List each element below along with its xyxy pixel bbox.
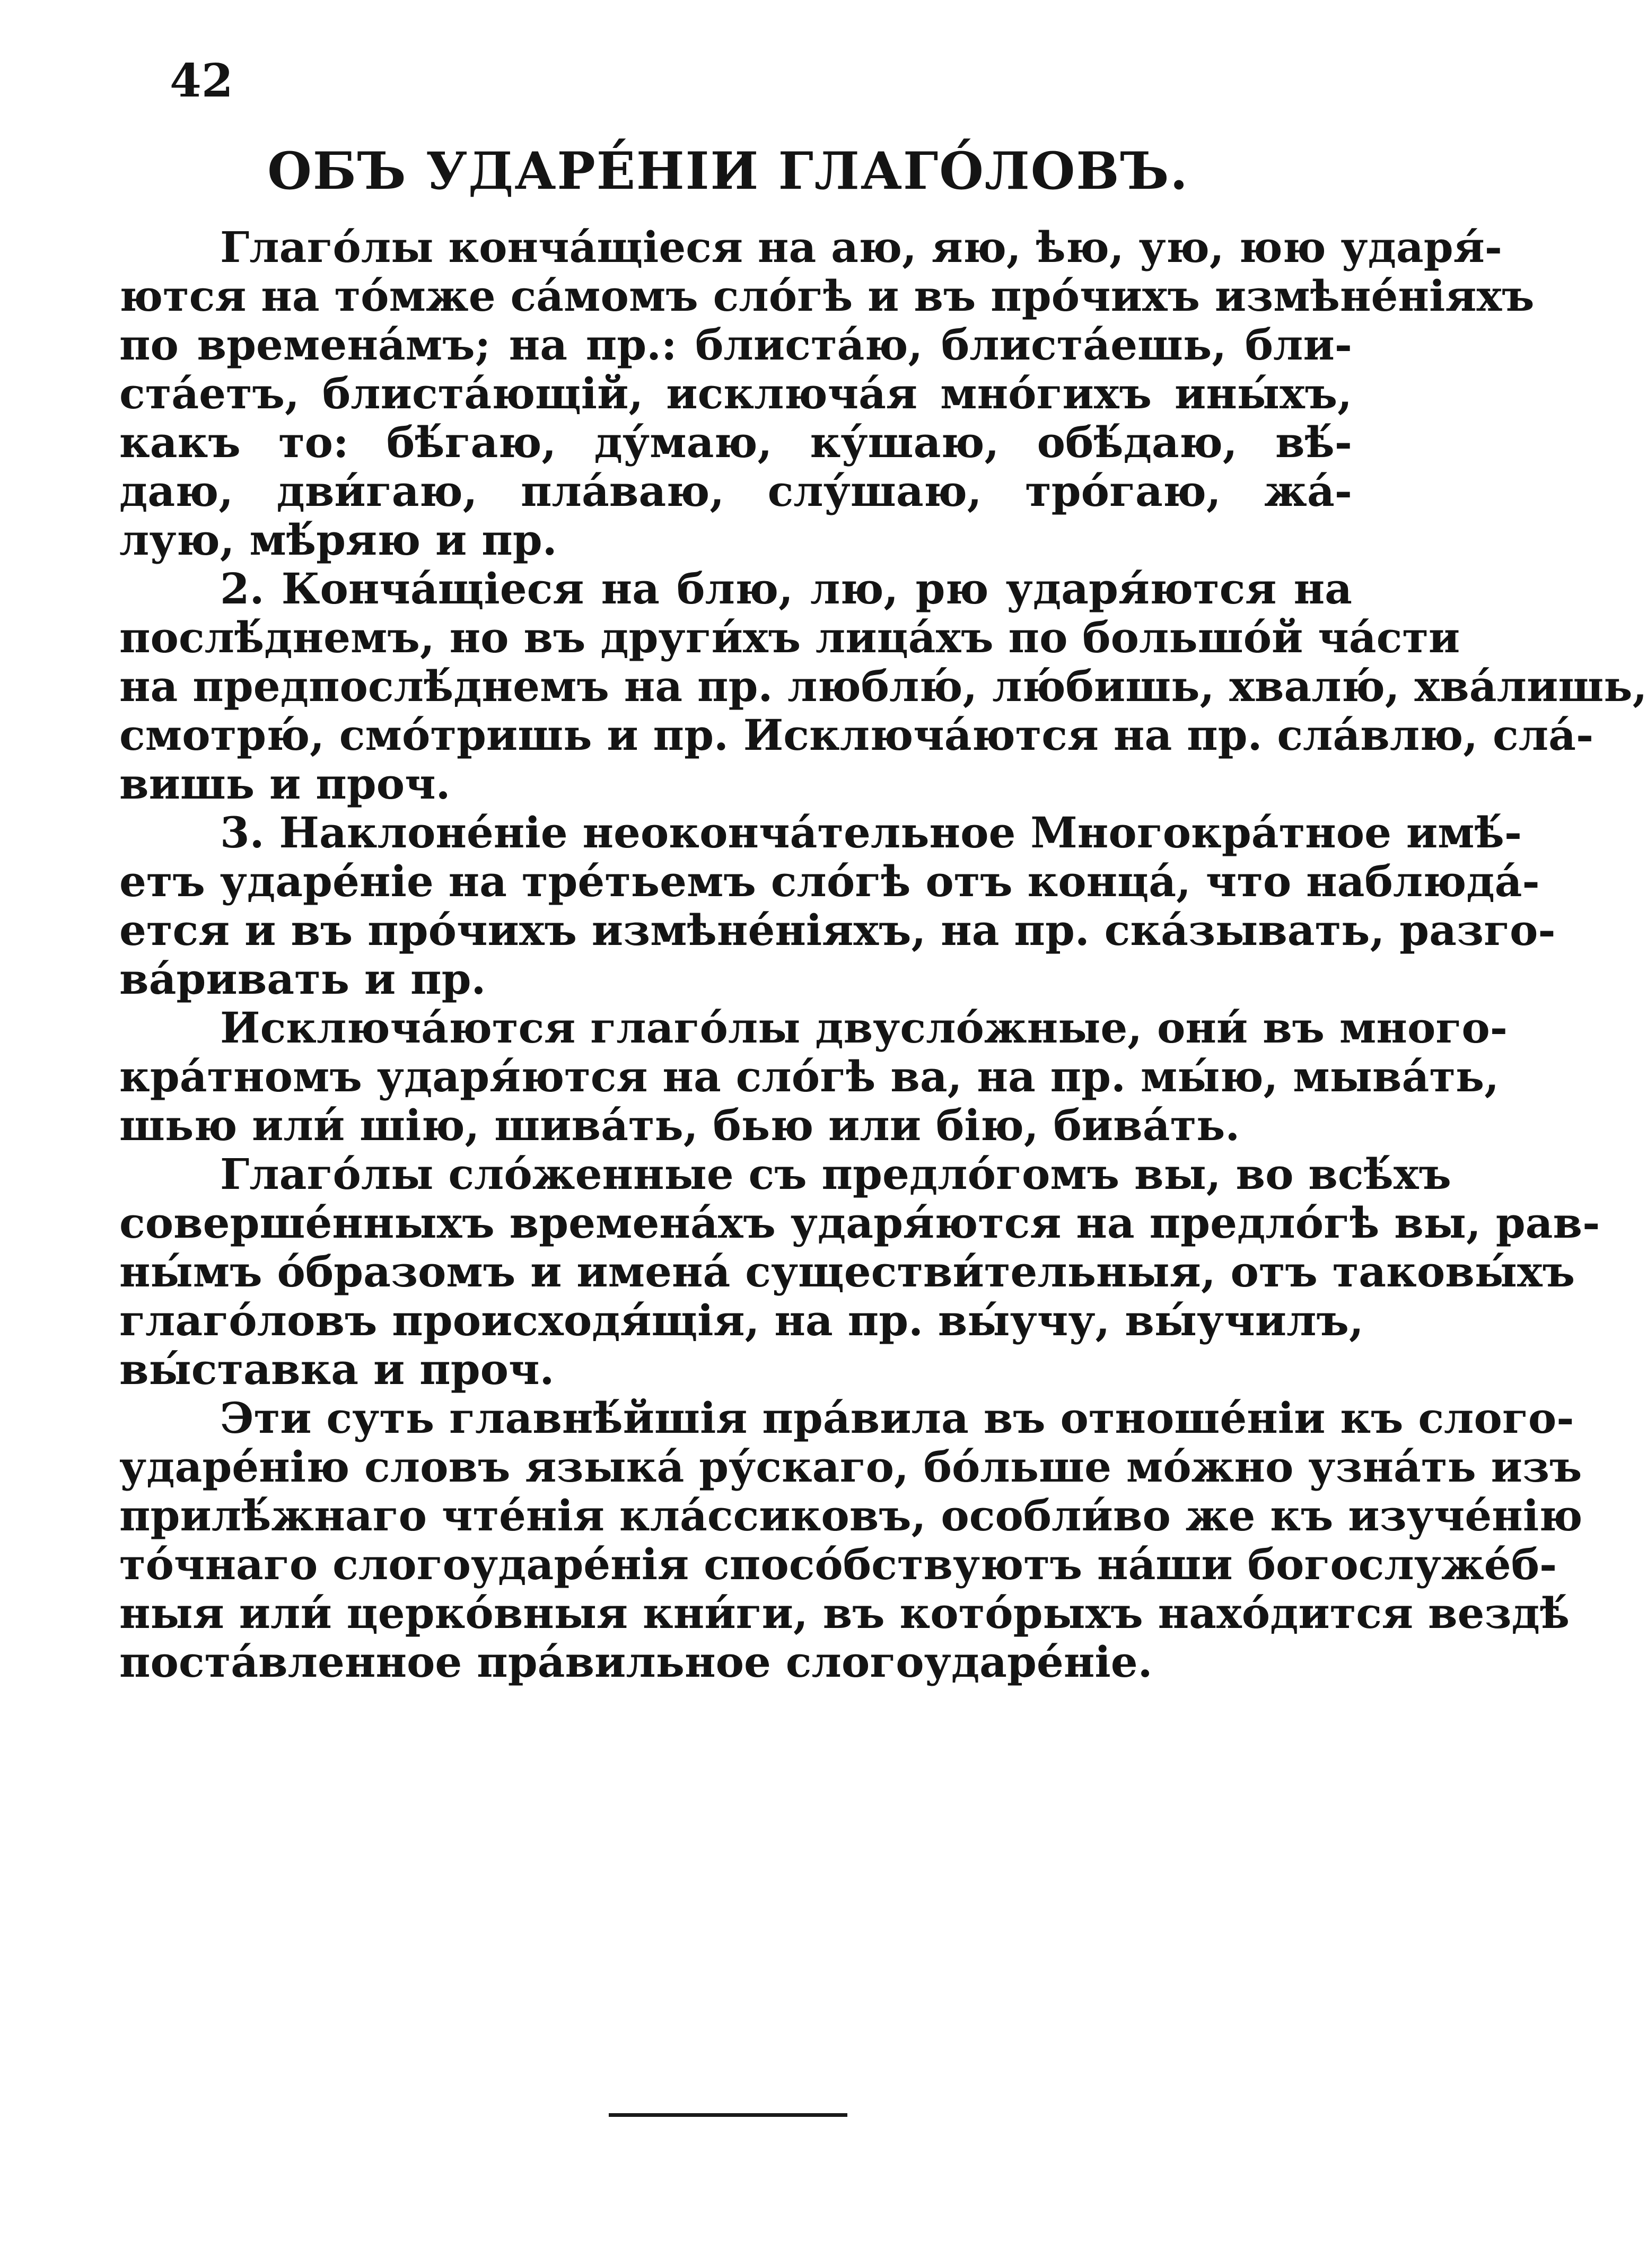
text-line: Эти суть главнѣ́йшія пра́вила въ отноше́ніи къ слого- bbox=[220, 1393, 1574, 1443]
text-line: соверше́нныхъ времена́хъ ударя́ются на предло́гѣ вы, рав- bbox=[119, 1198, 1600, 1248]
paragraph-4 bbox=[119, 1003, 1508, 1150]
paragraph-2 bbox=[119, 564, 1647, 809]
text-line: 3. Наклоне́ніе неоконча́тельное Многокра́тное имѣ́- bbox=[220, 808, 1522, 857]
text-line: ны́мъ о́бразомъ и имена́ существи́тельныя, отъ таковы́хъ bbox=[119, 1247, 1575, 1297]
text-line: глаго́ловъ происходя́щія, на пр. вы́учу, вы́училъ, bbox=[119, 1295, 1364, 1345]
paragraph-3 bbox=[119, 808, 1556, 1004]
text-line: ва́ривать и пр. bbox=[119, 954, 486, 1004]
text-line: ныя или́ церко́вныя кни́ги, въ кото́рыхъ нахо́дится вездѣ́ bbox=[119, 1588, 1570, 1638]
text-line: послѣ́днемъ, но въ други́хъ лица́хъ по большо́й ча́сти bbox=[119, 612, 1460, 662]
text-body bbox=[119, 222, 1647, 1687]
text-line: вишь и проч. bbox=[119, 759, 451, 809]
text-line: какъ то: бѣ́гаю, ду́маю, ку́шаю, обѣ́даю, вѣ́- bbox=[119, 417, 1352, 467]
paragraph-6 bbox=[119, 1393, 1583, 1687]
text-line: ются на то́мже са́момъ сло́гѣ и въ про́чихъ измѣне́ніяхъ bbox=[119, 271, 1535, 321]
chapter-heading: ОБЪ УДАРЕ́НІИ ГЛАГО́ЛОВЪ. bbox=[267, 141, 1189, 201]
text-line: даю, дви́гаю, пла́ваю, слу́шаю, тро́гаю, жа́- bbox=[119, 466, 1352, 516]
text-line: смотрю́, смо́тришь и пр. Исключа́ются на пр. сла́влю, сла́- bbox=[119, 710, 1594, 760]
text-line: Глаго́лы конча́щіеся на аю, яю, ѣю, ую, юю ударя́- bbox=[220, 222, 1503, 272]
text-line: ударе́нію словъ языка́ ру́скаго, бо́льше мо́жно узна́ть изъ bbox=[119, 1442, 1582, 1492]
text-line: по времена́мъ; на пр.: блиста́ю, блиста́ешь, бли- bbox=[119, 320, 1352, 370]
paragraph-5 bbox=[119, 1149, 1600, 1394]
text-line: то́чнаго слогоударе́нія спосо́бствуютъ на́ши богослуже́б- bbox=[119, 1539, 1557, 1589]
text-line: поста́вленное пра́вильное слогоударе́ніе. bbox=[119, 1637, 1153, 1687]
text-line: Глаго́лы сло́женные съ предло́гомъ вы, во всѣ́хъ bbox=[220, 1149, 1451, 1199]
closing-rule bbox=[609, 2113, 847, 2117]
page-number: 42 bbox=[170, 54, 233, 108]
text-line: кра́тномъ ударя́ются на сло́гѣ ва, на пр. мы́ю, мыва́ть, bbox=[119, 1052, 1500, 1101]
paragraph-1 bbox=[119, 222, 1535, 565]
text-line: ется и въ про́чихъ измѣне́ніяхъ, на пр. ска́зывать, разго- bbox=[119, 905, 1556, 955]
text-line: ста́етъ, блиста́ющій, исключа́я мно́гихъ ины́хъ, bbox=[119, 369, 1352, 418]
text-line: шью или́ шію, шива́ть, бью или бію, бива́ть. bbox=[119, 1100, 1240, 1150]
text-line: на предпослѣ́днемъ на пр. люблю́, лю́бишь, хвалю́, хва́лишь, bbox=[119, 661, 1647, 711]
text-line: прилѣ́жнаго чте́нія кла́ссиковъ, особли́во же къ изуче́нію bbox=[119, 1491, 1583, 1540]
text-line: лую, мѣ́ряю и пр. bbox=[119, 515, 557, 565]
text-line: етъ ударе́ніе на тре́тьемъ сло́гѣ отъ конца́, что наблюда́- bbox=[119, 856, 1540, 906]
text-line: Исключа́ются глаго́лы двусло́жные, они́ въ много- bbox=[220, 1003, 1508, 1053]
text-line: вы́ставка и проч. bbox=[119, 1344, 555, 1394]
text-line: 2. Конча́щіеся на блю, лю, рю ударя́ются на bbox=[220, 564, 1352, 614]
